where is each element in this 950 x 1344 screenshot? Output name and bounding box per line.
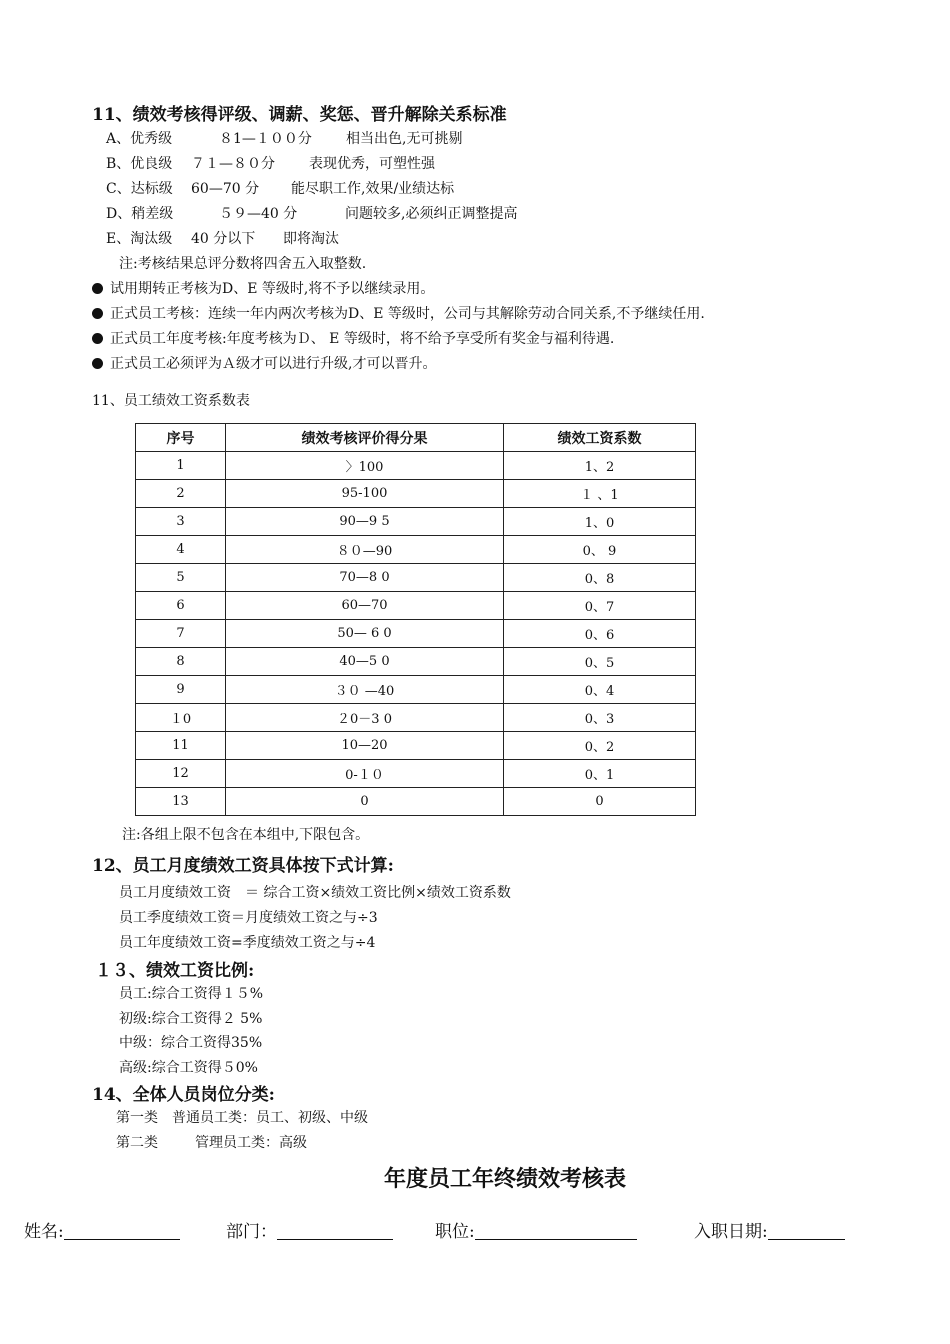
table-row — [136, 536, 696, 564]
department-field[interactable] — [226, 1217, 393, 1242]
table-cell: 0、 9 — [504, 536, 696, 564]
grade-d-range: ５９—40 分 — [219, 206, 298, 222]
table-cell: ８０—90 — [226, 536, 504, 564]
category-value: 管理员工类：高级 — [195, 1135, 307, 1151]
table-caption: 11、员工绩效工资系数表 — [92, 393, 250, 409]
table-row — [136, 676, 696, 704]
rule-bullet — [92, 303, 705, 323]
grade-b-desc: 表现优秀，可塑性强 — [309, 156, 435, 172]
table-note: 注:各组上限不包含在本组中,下限包含。 — [122, 827, 370, 843]
table-row — [136, 732, 696, 760]
field-label: 职位: — [435, 1222, 475, 1242]
table-cell: １0 — [136, 704, 226, 732]
category-label: 第一类 — [116, 1110, 158, 1126]
section-14-heading: 14、全体人员岗位分类: — [92, 1085, 275, 1105]
table-row — [136, 620, 696, 648]
table-cell: 9 — [136, 676, 226, 704]
ratio-line: 中级：综合工资得35% — [119, 1035, 263, 1051]
grade-c-name: C、达标级 — [106, 181, 173, 197]
table-cell: 1 — [136, 452, 226, 480]
table-cell: ２0－3 0 — [226, 704, 504, 732]
bullet-icon — [92, 358, 103, 369]
grade-e-desc: 即将淘汰 — [283, 231, 339, 247]
table-row — [136, 480, 696, 508]
formula-line: 员工月度绩效工资 ＝ 综合工资×绩效工资比例×绩效工资系数 — [119, 885, 511, 901]
table-cell: 50— 6 0 — [226, 620, 504, 648]
section-11-heading: 11、绩效考核得评级、调薪、奖惩、晋升解除关系标准 — [92, 105, 507, 125]
grade-d-desc: 问题较多,必须纠正调整提高 — [345, 206, 518, 222]
table-cell: 〉100 — [226, 452, 504, 480]
formula-line: 员工季度绩效工资＝月度绩效工资之与÷3 — [119, 910, 378, 926]
table-cell: 11 — [136, 732, 226, 760]
table-row — [136, 760, 696, 788]
table-cell: 0、2 — [504, 732, 696, 760]
grade-a-desc: 相当出色,无可挑剔 — [346, 131, 463, 147]
table-header-row — [136, 424, 696, 452]
column-header: 绩效工资系数 — [504, 424, 696, 452]
table-cell: 0、6 — [504, 620, 696, 648]
score-note: 注:考核结果总评分数将四舍五入取整数. — [119, 256, 367, 272]
grade-e-range: 40 分以下 — [191, 231, 256, 247]
table-cell: 0 — [226, 788, 504, 816]
formula-line: 员工年度绩效工资=季度绩效工资之与÷4 — [119, 935, 376, 951]
table-row — [136, 648, 696, 676]
department-blank[interactable] — [277, 1223, 393, 1240]
rule-text: 正式员工必须评为Ａ级才可以进行升级,才可以晋升。 — [110, 356, 437, 372]
table-cell: 7 — [136, 620, 226, 648]
rule-bullet — [92, 328, 614, 348]
grade-b-range: ７１—８０分 — [191, 156, 275, 172]
field-label: 入职日期: — [694, 1222, 768, 1242]
rule-text: 试用期转正考核为D、E 等级时,将不予以继续录用。 — [110, 281, 435, 297]
name-blank[interactable] — [64, 1223, 180, 1240]
table-cell: 13 — [136, 788, 226, 816]
table-cell: 0-１０ — [226, 760, 504, 788]
table-cell: 0、4 — [504, 676, 696, 704]
table-cell: 8 — [136, 648, 226, 676]
table-cell: 90—9 5 — [226, 508, 504, 536]
table-cell: 3 — [136, 508, 226, 536]
rule-bullet — [92, 278, 434, 298]
rule-text: 正式员工年度考核:年度考核为Ｄ、 E 等级时，将不给予享受所有奖金与福利待遇. — [110, 331, 615, 347]
table-cell: 6 — [136, 592, 226, 620]
hire-date-blank[interactable] — [768, 1223, 845, 1240]
ratio-line: 初级:综合工资得２ 5% — [119, 1011, 263, 1027]
bullet-icon — [92, 308, 103, 319]
field-label: 部门： — [226, 1222, 277, 1242]
table-row — [136, 564, 696, 592]
bullet-icon — [92, 283, 103, 294]
grade-c-range: 60—70 分 — [191, 181, 260, 197]
grade-b-name: B、优良级 — [106, 156, 173, 172]
column-header: 序号 — [136, 424, 226, 452]
category-label: 第二类 — [116, 1135, 158, 1151]
section-13-heading: １３、绩效工资比例: — [95, 961, 255, 981]
table-cell: 70—8 0 — [226, 564, 504, 592]
form-title: 年度员工年终绩效考核表 — [384, 1166, 627, 1192]
position-field[interactable] — [435, 1217, 637, 1242]
table-cell: 2 — [136, 480, 226, 508]
rule-text: 正式员工考核：连续一年内两次考核为D、E 等级时，公司与其解除劳动合同关系,不予继续任用. — [110, 306, 705, 322]
grade-e-name: E、淘汰级 — [106, 231, 173, 247]
name-field[interactable] — [24, 1217, 180, 1242]
table-row — [136, 452, 696, 480]
coefficient-table — [135, 423, 696, 816]
field-label: 姓名: — [24, 1222, 64, 1242]
table-cell: 0、8 — [504, 564, 696, 592]
table-cell: 0、1 — [504, 760, 696, 788]
table-cell: 95-100 — [226, 480, 504, 508]
table-cell: 4 — [136, 536, 226, 564]
table-cell: 5 — [136, 564, 226, 592]
table-cell: 1、2 — [504, 452, 696, 480]
position-blank[interactable] — [475, 1223, 637, 1240]
table-cell: 1、0 — [504, 508, 696, 536]
grade-d-name: D、稍差级 — [106, 206, 174, 222]
column-header: 绩效考核评价得分果 — [226, 424, 504, 452]
table-cell: 0、3 — [504, 704, 696, 732]
table-row — [136, 704, 696, 732]
table-cell: １ 、1 — [504, 480, 696, 508]
table-row — [136, 788, 696, 816]
bullet-icon — [92, 333, 103, 344]
grade-a-range: ８1—１００分 — [219, 131, 312, 147]
table-cell: 0、7 — [504, 592, 696, 620]
ratio-line: 员工:综合工资得１５% — [119, 986, 264, 1002]
ratio-line: 高级:综合工资得５0% — [119, 1060, 258, 1076]
table-cell: 0、5 — [504, 648, 696, 676]
section-12-heading: 12、员工月度绩效工资具体按下式计算: — [92, 856, 394, 876]
grade-c-desc: 能尽职工作,效果/业绩达标 — [291, 181, 455, 197]
table-cell: 60—70 — [226, 592, 504, 620]
table-cell: 12 — [136, 760, 226, 788]
table-row — [136, 592, 696, 620]
grade-a — [106, 128, 172, 148]
rule-bullet — [92, 353, 436, 373]
table-cell: 0 — [504, 788, 696, 816]
table-row — [136, 508, 696, 536]
hire-date-field[interactable] — [694, 1217, 845, 1242]
category-value: 普通员工类：员工、初级、中级 — [172, 1110, 368, 1126]
table-cell: 40—5 0 — [226, 648, 504, 676]
table-cell: 10—20 — [226, 732, 504, 760]
grade-name: A、优秀级 — [106, 131, 173, 147]
table-cell: ３０ —40 — [226, 676, 504, 704]
